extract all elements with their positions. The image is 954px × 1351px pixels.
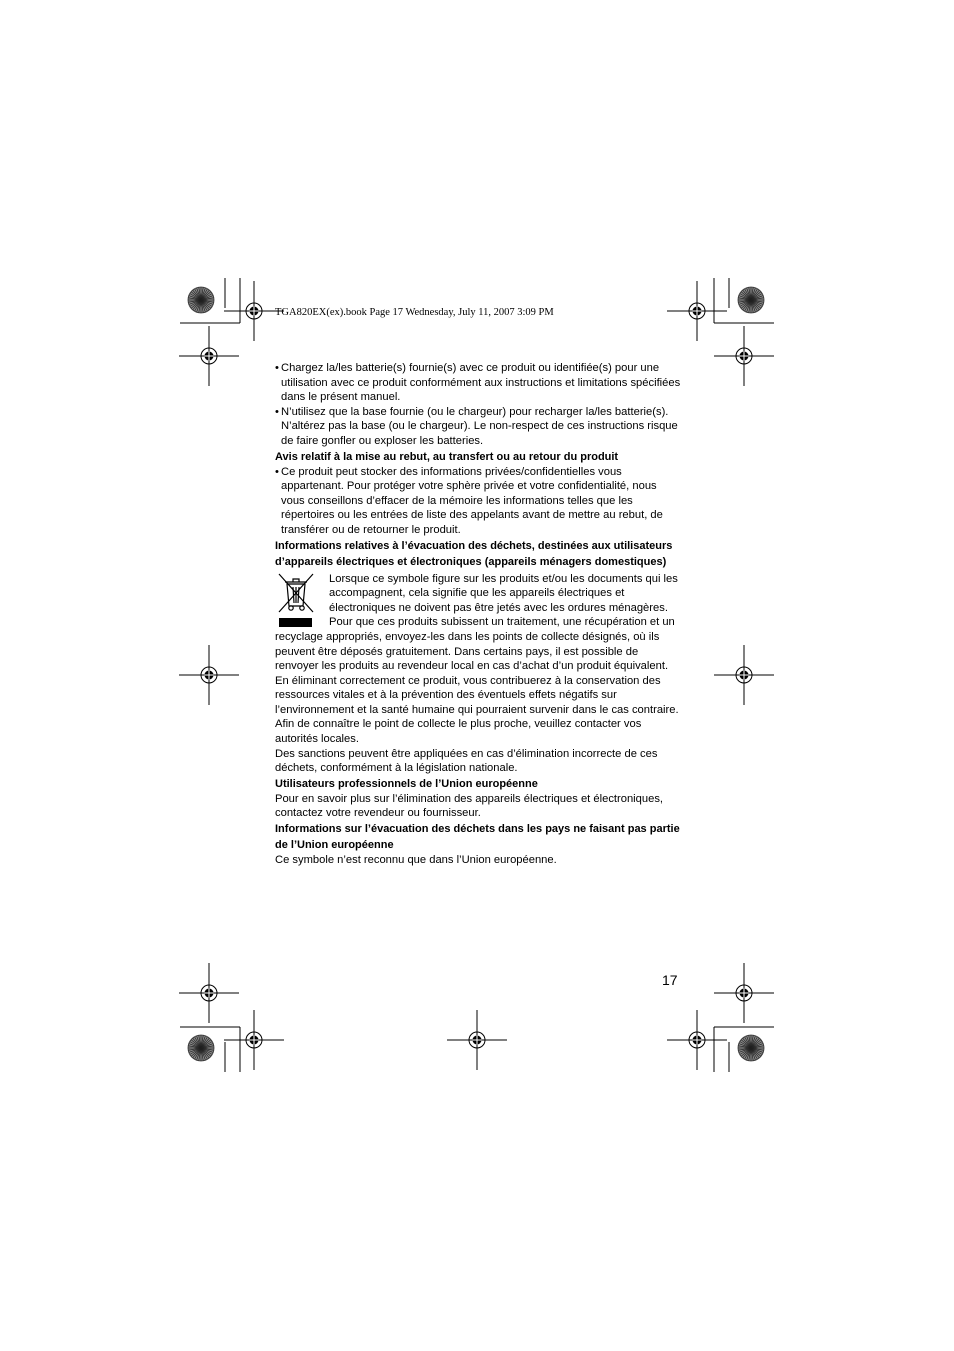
non-eu-text: Ce symbole n’est reconnu que dans l’Union européenne. xyxy=(275,854,557,867)
disposal-notice-bullet-text: Ce produit peut stocker des informations privées/confidentielles vous appartenant. Pour protéger votre sphère privée et votre confidentialité, nous vous conseillons d’effacer de la mémoire les informations telles que les répertoires ou les entrées de liste des appelants avant de mettre au rebut, de transférer ou de retourner le produit. xyxy=(281,465,663,536)
bullet-dot: • xyxy=(275,362,279,374)
professional-users-text: Pour en savoir plus sur l’élimination des appareils électriques et électroniques, contactez votre revendeur ou fournisseur. xyxy=(275,792,664,820)
battery-bullet-2-text: N’utilisez que la base fournie (ou le chargeur) pour recharger la/les batterie(s). N’altérez pas la base (ou le chargeur). Le non-respect de ces instructions risque de faire gonfler ou exploser les batteries. xyxy=(281,405,678,447)
page-content xyxy=(275,361,683,868)
battery-bullet-1-text: Chargez la/les batterie(s) fournie(s) avec ce produit ou identifiée(s) pour une utilisation avec ce produit conformément aux instructions et limitations spécifiées dans le présent manuel. xyxy=(281,362,681,404)
page-number: 17 xyxy=(662,972,678,988)
non-eu-heading: Informations sur l’évacuation des déchets dans les pays ne faisant pas partie de l’Union européenne xyxy=(275,823,680,852)
weee-paragraph-3: Afin de connaître le point de collecte le plus proche, veuillez contacter vos autorités locales. xyxy=(275,718,642,746)
weee-paragraph-2: En éliminant correctement ce produit, vous contribuerez à la conservation des ressources vitales et à la prévention des éventuels effets négatifs sur l’environnement et la santé humaine qui pourraient survenir dans le cas contraire. xyxy=(275,674,679,716)
battery-bullet-2 xyxy=(275,405,683,449)
professional-users-heading: Utilisateurs professionnels de l’Union européenne xyxy=(275,777,538,790)
print-header: TGA820EX(ex).book Page 17 Wednesday, July 11, 2007 3:09 PM xyxy=(275,307,554,318)
weee-heading: Informations relatives à l’évacuation des déchets, destinées aux utilisateurs d’appareils électriques et électroniques (appareils ménagers domestiques) xyxy=(275,539,673,568)
crossed-out-wheelie-bin-icon xyxy=(275,572,317,630)
weee-symbol-block xyxy=(275,572,683,674)
bullet-dot: • xyxy=(275,405,279,418)
disposal-notice-heading: Avis relatif à la mise au rebut, au transfert ou au retour du produit xyxy=(275,450,619,463)
bullet-dot: • xyxy=(275,465,279,478)
battery-bullet-1 xyxy=(275,361,683,405)
disposal-notice-bullet xyxy=(275,465,683,538)
weee-paragraph-4: Des sanctions peuvent être appliquées en cas d’élimination incorrecte de ces déchets, conformément à la législation nationale. xyxy=(275,747,658,775)
weee-paragraph-1: Lorsque ce symbole figure sur les produits et/ou les documents qui les accompagnent, cela signifie que les appareils électriques et électroniques ne doivent pas être jetés avec les ordures ménagères. Pour que ces produits subissent un traitement, une récupération et un recyclage appropriés, envoyez-les dans les points de collecte désignés, où ils peuvent être déposés gratuitement. Dans certains pays, il est possible de renvoyer les produits au revendeur local en cas d’achat d’un produit équivalent. xyxy=(275,572,678,673)
